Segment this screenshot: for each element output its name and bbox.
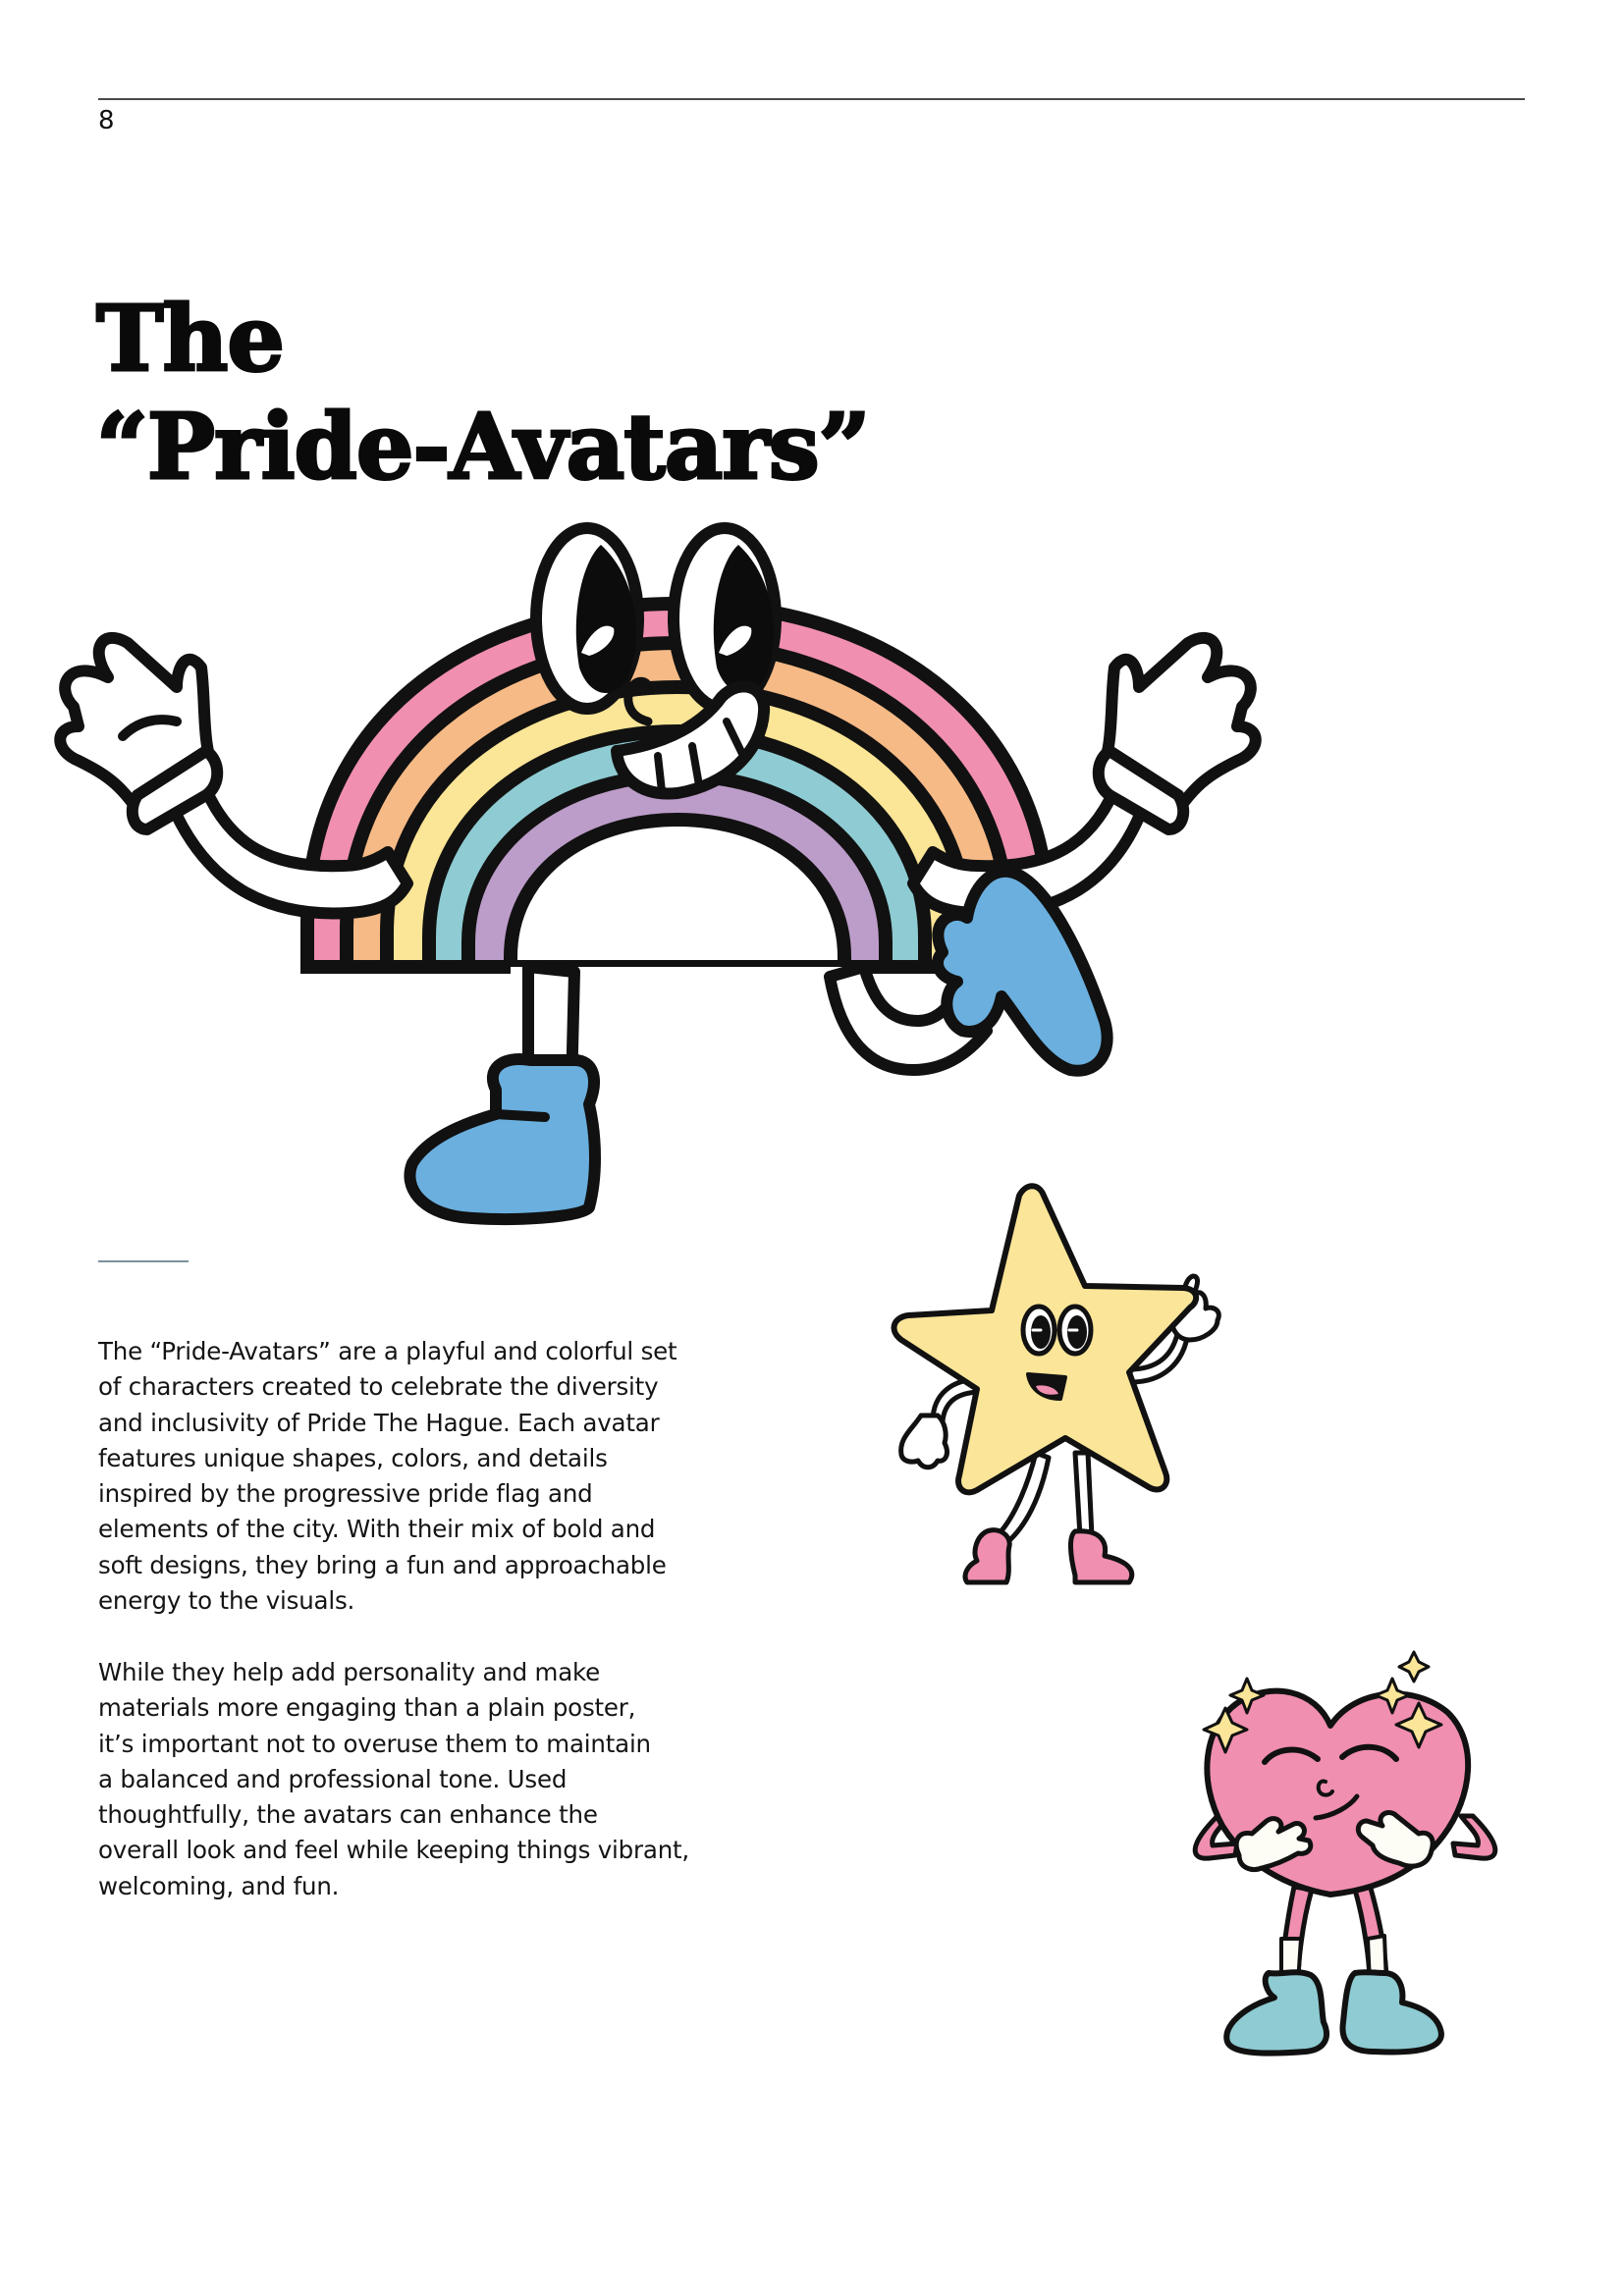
heart-avatar-illustration — [1178, 1649, 1512, 2071]
usage-line: overall look and feel while keeping things vibrant, — [98, 1836, 690, 1865]
usage-line: materials more engaging than a plain poster, — [98, 1693, 636, 1723]
intro-paragraph — [98, 1334, 727, 1619]
usage-line: While they help add personality and make — [98, 1658, 601, 1686]
intro-line: features unique shapes, colors, and details — [98, 1443, 608, 1472]
usage-paragraph — [98, 1655, 727, 1904]
usage-line: welcoming, and fun. — [98, 1871, 340, 1900]
intro-line: of characters created to celebrate the diversity — [98, 1372, 659, 1402]
rainbow-avatar-illustration — [39, 520, 1296, 1237]
usage-line: a balanced and professional tone. Used — [98, 1764, 568, 1793]
page-number: 8 — [98, 106, 115, 135]
section-divider — [98, 1260, 189, 1262]
intro-line: The “Pride-Avatars” are a playful and colorful set — [98, 1337, 677, 1365]
title-line-2: “Pride-Avatars” — [96, 394, 870, 500]
intro-line: inspired by the progressive pride flag and — [98, 1479, 593, 1509]
usage-line: it’s important not to overuse them to maintain — [98, 1729, 651, 1758]
page-title — [96, 285, 870, 501]
intro-line: and inclusivity of Pride The Hague. Each avatar — [98, 1408, 660, 1437]
star-avatar-illustration — [884, 1178, 1237, 1600]
intro-line: soft designs, they bring a fun and approachable — [98, 1550, 667, 1579]
intro-line: elements of the city. With their mix of bold and — [98, 1515, 656, 1544]
title-line-1: The — [96, 286, 284, 392]
header-rule — [98, 98, 1525, 100]
intro-line: energy to the visuals. — [98, 1586, 355, 1616]
usage-line: thoughtfully, the avatars can enhance the — [98, 1800, 598, 1830]
